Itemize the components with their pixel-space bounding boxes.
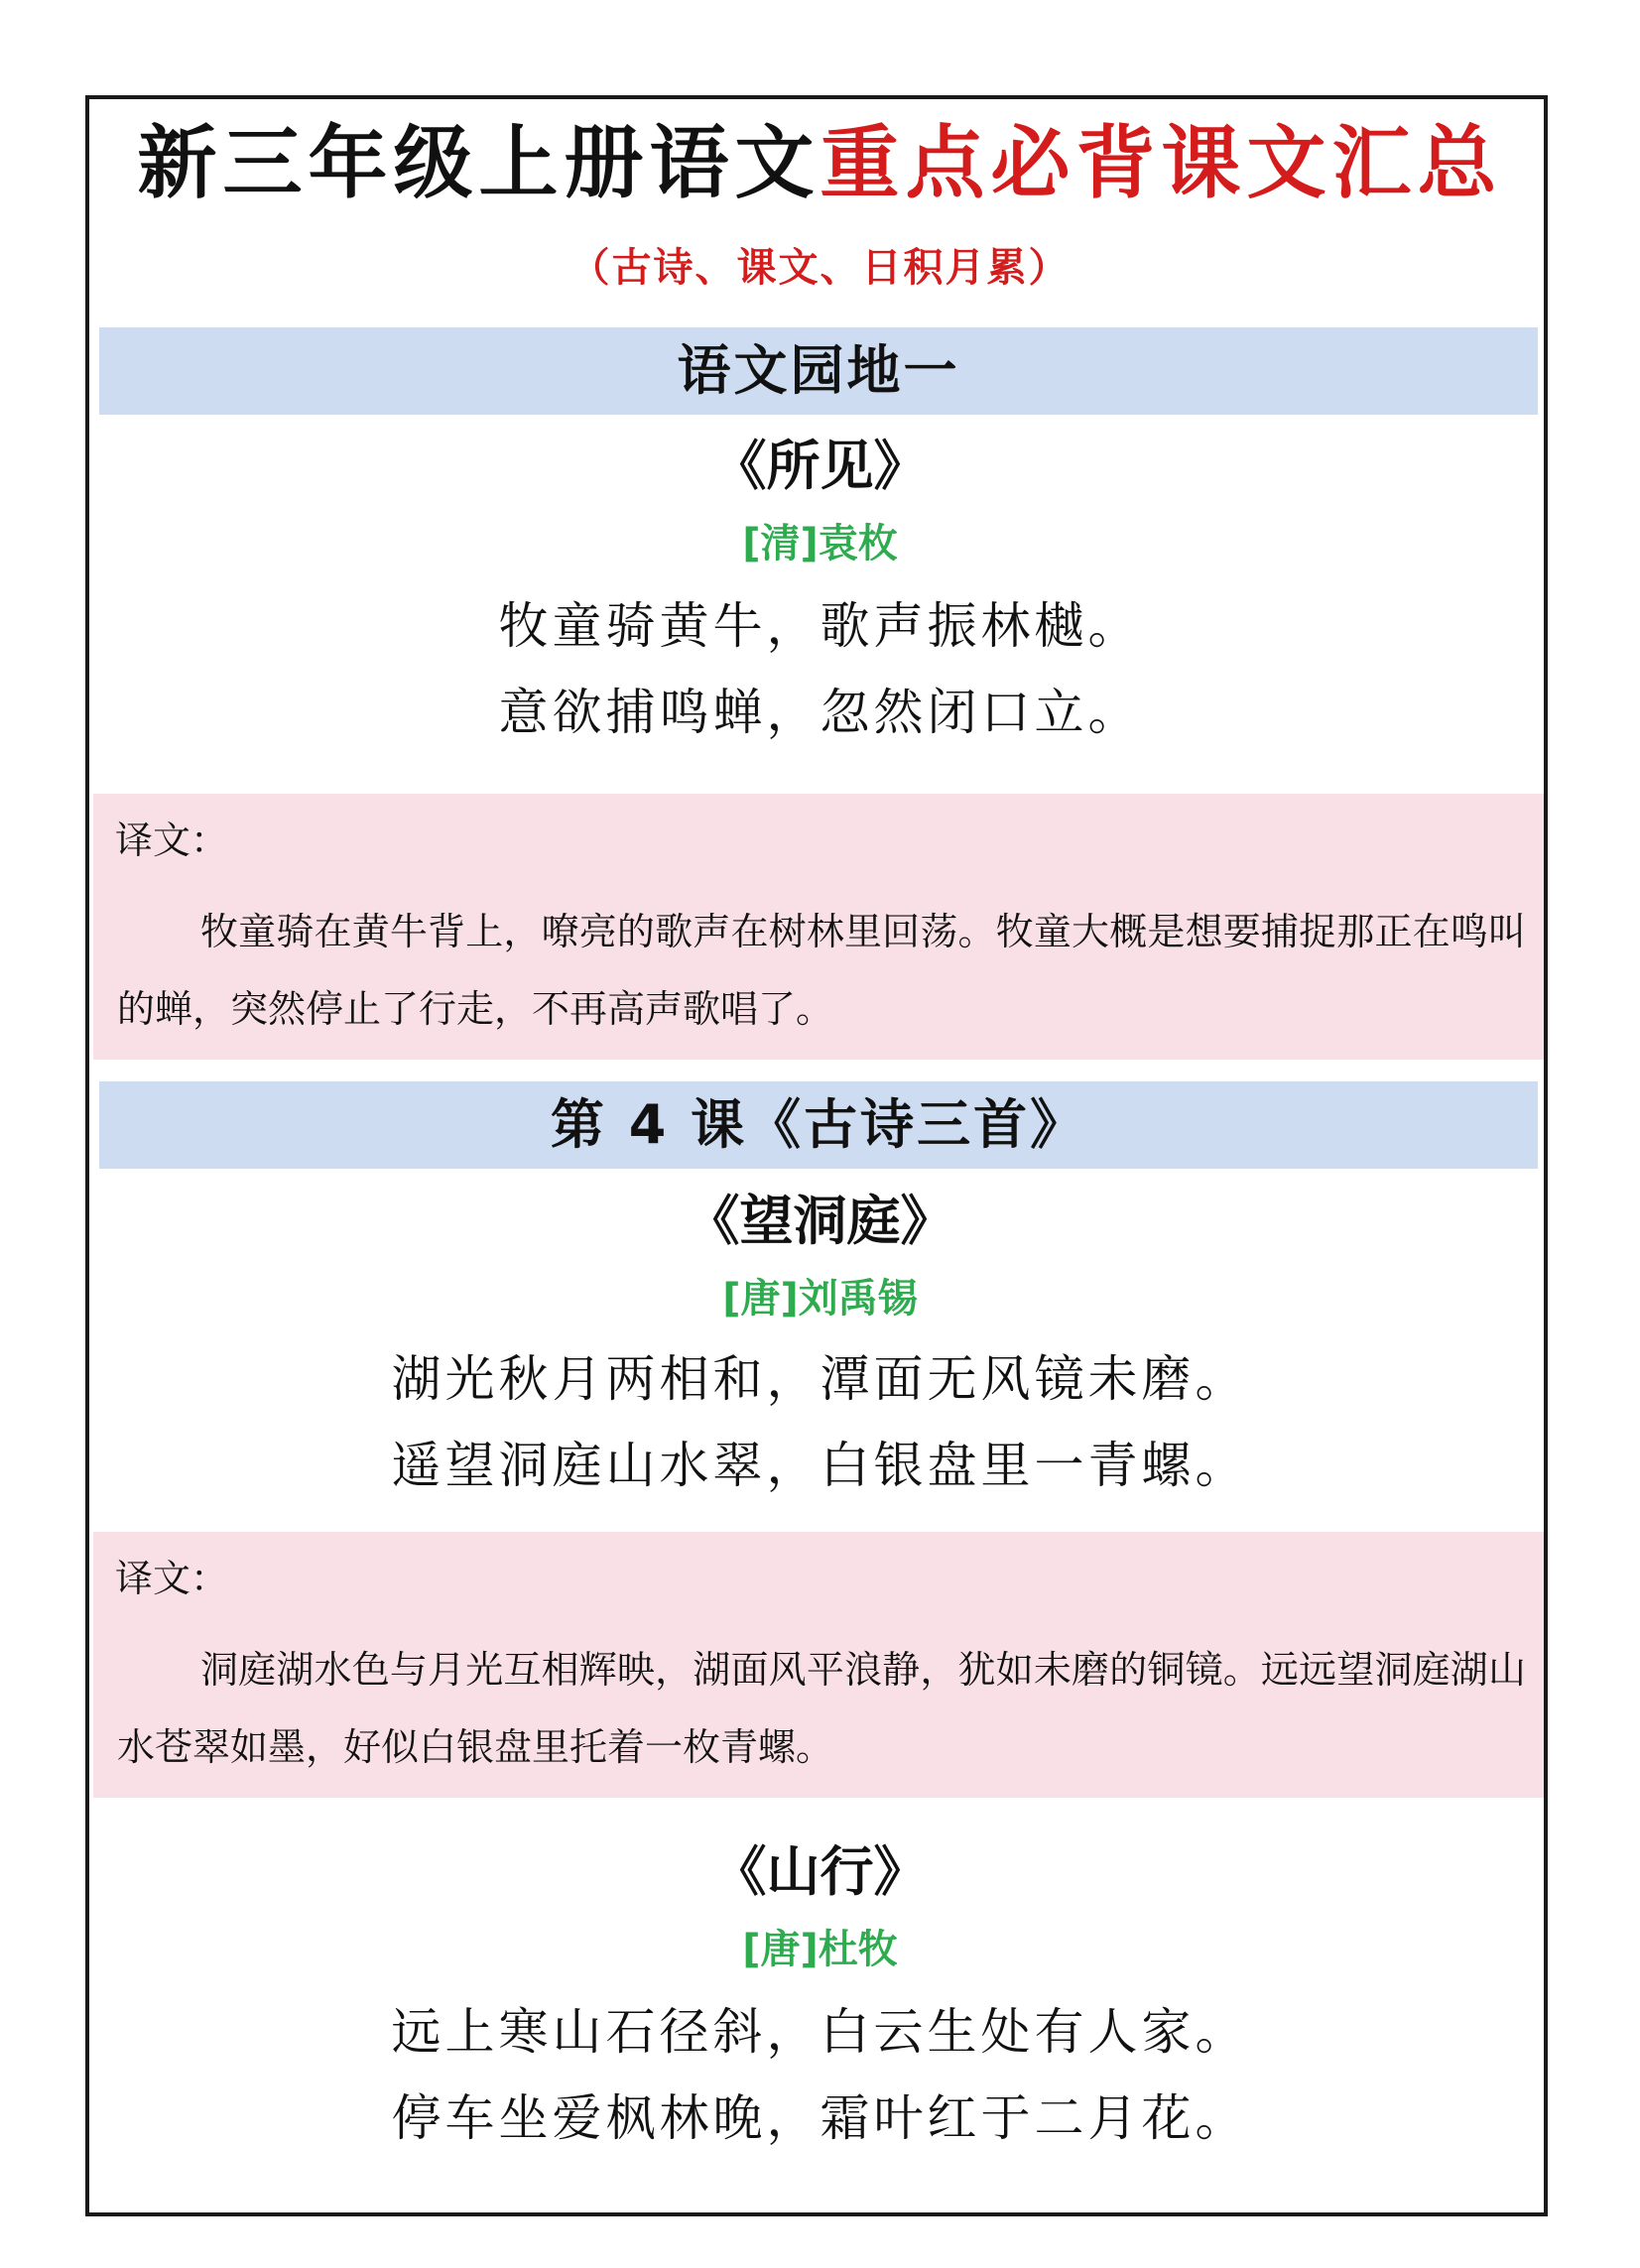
section-heading-lesson-4: 第 4 课《古诗三首》: [99, 1081, 1538, 1169]
poem-line: 意欲捕鸣蝉，忽然闭口立。: [498, 684, 1142, 741]
poem-line: 停车坐爱枫林晚，霜叶红于二月花。: [391, 2089, 1249, 2147]
title-main: 新三年级上册语文: [137, 117, 820, 209]
section-heading-yuwen-yuandi-1: 语文园地一: [99, 327, 1538, 415]
translation-text: 洞庭湖水色与月光互相辉映，湖面风平浪静，犹如未磨的铜镜。远远望洞庭湖山水苍翠如墨，好似白银盘里托着一枚青螺。: [117, 1648, 1526, 1769]
title-accent: 重点必背课文汇总: [820, 117, 1503, 209]
poem-title-suojian: 《所见》: [712, 435, 928, 497]
poem-line: 湖光秋月两相和，潭面无风镜未磨。: [391, 1350, 1249, 1408]
poem-title-shanxing: 《山行》: [712, 1840, 928, 1903]
poem-title-wangdongting: 《望洞庭》: [686, 1190, 954, 1252]
translation-label: 译文：: [115, 1557, 229, 1600]
poem-author-shanxing: [唐]杜牧: [742, 1927, 898, 1972]
translation-box-wangdongting: [93, 1532, 1544, 1798]
poem-line: 远上寒山石径斜，白云生处有人家。: [391, 2003, 1249, 2061]
poem-line: 遥望洞庭山水翠，白银盘里一青螺。: [391, 1437, 1249, 1494]
translation-label: 译文：: [115, 819, 229, 862]
page-subtitle: （古诗、课文、日积月累）: [569, 245, 1071, 291]
translation-text: 牧童骑在黄牛背上，嘹亮的歌声在树林里回荡。牧童大概是想要捕捉那正在鸣叫的蝉，突然停止了行走，不再高声歌唱了。: [117, 910, 1526, 1031]
poem-author-wangdongting: [唐]刘禹锡: [722, 1276, 918, 1322]
page-title: [0, 117, 1640, 209]
poem-author-suojian: [清]袁枚: [742, 521, 898, 567]
poem-line: 牧童骑黄牛，歌声振林樾。: [498, 597, 1142, 655]
translation-box-suojian: [93, 794, 1544, 1060]
